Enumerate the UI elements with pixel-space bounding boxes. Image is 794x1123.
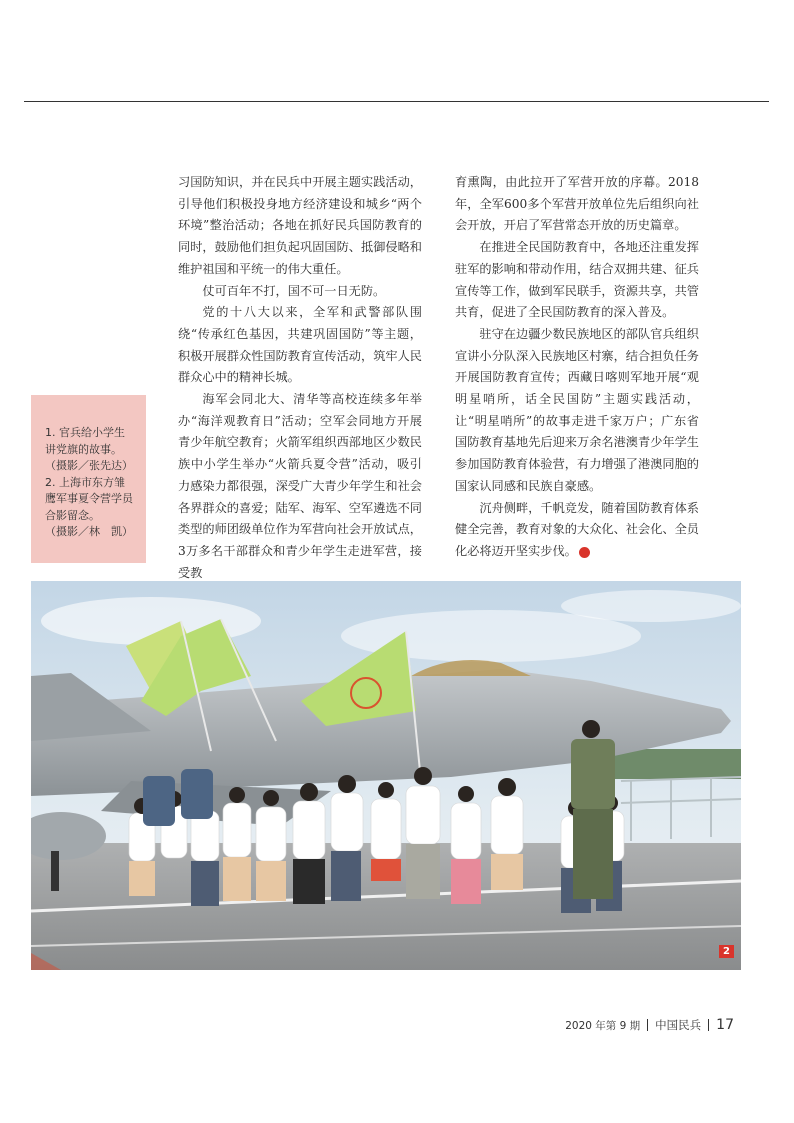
paragraph-text: 沉舟侧畔，千帆竞发，随着国防教育体系健全完善，教育对象的大众化、社会化、全员化必将迈开坚实步伐。	[455, 500, 699, 558]
article-column-right	[455, 172, 699, 563]
footer-divider	[708, 1019, 709, 1031]
paragraph: 仗可百年不打，国不可一日无防。	[202, 283, 386, 298]
paragraph-final	[455, 498, 699, 563]
caption-line: （摄影／张先达）	[45, 459, 133, 472]
caption-line: （摄影／林 凯）	[45, 525, 133, 538]
paragraph: 在推进全民国防教育中，各地还注重发挥驻军的影响和带动作用，结合双拥共建、征兵宣传等工作，做到军民联手，资源共享，共管共育，促进了全民国防教育的深入普及。	[455, 240, 699, 320]
page-footer	[400, 1016, 734, 1034]
caption-line: 2. 上海市东方雏	[45, 475, 125, 489]
caption-line: 讲党旗的故事。	[45, 442, 122, 456]
paragraph: 海军会同北大、清华等高校连续多年举办“海洋观教育日”活动；空军会同地方开展青少年航空教育；火箭军组织西部地区少数民族中小学生举办“火箭兵夏令营”活动，吸引力感染力都很强，深受广大青少年学生和社会各界群众的喜爱；陆军、海军、空军遴选不同类型的师团级单位作为军营向社会开放试点，3万多名干部群众和青少年学生走进军营，接受教	[178, 392, 422, 580]
caption-line: 鹰军事夏令营学员	[45, 492, 133, 505]
paragraph: 育熏陶，由此拉开了军营开放的序幕。2018年，全军600多个军营开放单位先后组织向社会开放，开启了军营常态开放的历史篇章。	[455, 175, 699, 233]
group-photo	[31, 581, 741, 970]
photo-number-badge: 2	[719, 945, 734, 958]
issue-label: 2020 年第 9 期	[565, 1019, 641, 1032]
photo-caption-box	[31, 395, 146, 563]
header-rule	[24, 101, 769, 102]
caption-line: 1. 官兵给小学生	[45, 426, 125, 439]
photo-illustration	[31, 581, 741, 970]
page-number: 17	[716, 1017, 734, 1033]
end-mark-icon: 民	[579, 547, 590, 558]
paragraph: 党的十八大以来，全军和武警部队围绕“传承红色基因，共建巩固国防”等主题，积极开展群众性国防教育宣传活动，筑牢人民群众心中的精神长城。	[178, 305, 422, 385]
caption-line: 合影留念。	[45, 508, 100, 522]
paragraph: 驻守在边疆少数民族地区的部队官兵组织宣讲小分队深入民族地区村寨，结合担负任务开展国防教育宣传；西藏日喀则军地开展“观明星哨所，话全民国防”主题实践活动，让“明星哨所”的故事走进千家万户；广东省国防教育基地先后迎来万余名港澳青少年学生参加国防教育体验营，有力增强了港澳同胞的国家认同感和民族自豪感。	[455, 326, 699, 493]
footer-divider	[647, 1019, 648, 1031]
article-column-left	[178, 172, 422, 584]
magazine-name: 中国民兵	[655, 1018, 702, 1032]
paragraph: 习国防知识，并在民兵中开展主题实践活动，引导他们积极投身地方经济建设和城乡“两个环境”整治活动；各地在抓好民兵国防教育的同时，鼓励他们担负起巩固国防、抵御侵略和维护祖国和平统一的伟大重任。	[178, 175, 422, 276]
